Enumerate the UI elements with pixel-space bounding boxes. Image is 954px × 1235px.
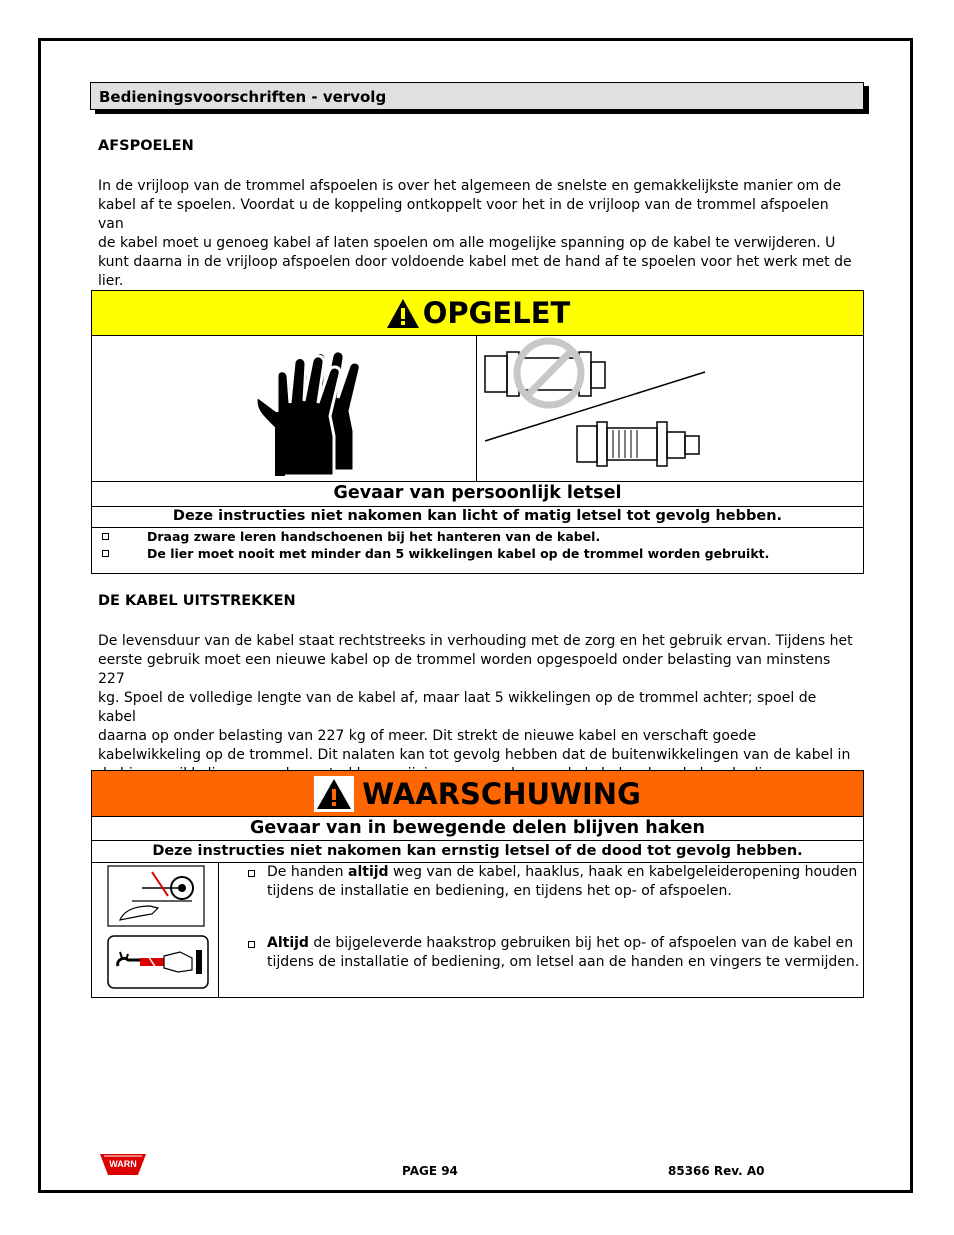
winch-pictogram-cell xyxy=(477,336,863,481)
afspoelen-line: de kabel moet u genoeg kabel af laten spoelen om alle mogelijke spanning op de kabel te verwijderen. U xyxy=(98,235,836,251)
afspoelen-line: kabel af te spoelen. Voordat u de koppeling ontkoppelt voor het in de vrijloop van de trommel afspoelen van xyxy=(98,197,829,232)
section-title-bar xyxy=(90,82,864,110)
document-revision: 85366 Rev. A0 xyxy=(668,1164,765,1178)
warning-list-item: Altijd de bijgeleverde haakstrop gebruiken bij het op- of afspoelen van de kabel en tijdens de installatie of bediening, om letsel aan de handen en vingers te vermijden. xyxy=(248,934,860,972)
afspoelen-paragraph xyxy=(98,177,858,291)
page-number: PAGE 94 xyxy=(402,1164,458,1178)
checkbox-bullet-icon xyxy=(102,533,109,540)
uitstrekken-line: De levensduur van de kabel staat rechtstreeks in verhouding met de zorg en het gebruik ervan. Tijdens het xyxy=(98,633,853,649)
gloves-pictogram-cell xyxy=(92,336,477,481)
caution-hazard-title: Gevaar van persoonlijk letsel xyxy=(92,481,863,507)
uitstrekken-line: kabelwikkeling op de trommel. Dit nalaten kan tot gevolg hebben dat de buitenwikkelingen van de kabel in xyxy=(98,747,851,763)
warning-triangle-icon xyxy=(314,776,354,812)
afspoelen-line: kunt daarna in de vrijloop afspoelen door voldoende kabel met de hand af te spoelen voor het werk met de xyxy=(98,254,852,270)
winch-wraps-icon xyxy=(477,336,863,481)
uitstrekken-paragraph xyxy=(98,632,858,784)
afspoelen-line: In de vrijloop van de trommel afspoelen is over het algemeen de snelste en gemakkelijkste manier om de xyxy=(98,178,842,194)
hands-away-from-cable-icon xyxy=(92,862,218,997)
afspoelen-heading: AFSPOELEN xyxy=(98,138,194,154)
svg-text:WARN: WARN xyxy=(109,1159,137,1169)
caution-header xyxy=(92,291,863,336)
warning-consequence: Deze instructies niet nakomen kan ernstig letsel of de dood tot gevolg hebben. xyxy=(92,841,863,863)
warning-signal-word: WAARSCHUWING xyxy=(362,776,641,811)
afspoelen-line: lier. xyxy=(98,273,124,289)
uitstrekken-line: kg. Spoel de volledige lengte van de kabel af, maar laat 5 wikkelingen op de trommel achter; spoel de kabel xyxy=(98,690,817,725)
checkbox-bullet-icon xyxy=(248,941,255,948)
caution-signal-word: OPGELET xyxy=(422,296,571,330)
gloves-icon xyxy=(92,336,476,481)
uitstrekken-line: eerste gebruik moet een nieuwe kabel op de trommel worden opgespoeld onder belasting van minstens 227 xyxy=(98,652,831,687)
uitstrekken-heading: DE KABEL UITSTREKKEN xyxy=(98,593,296,609)
caution-list-item: Draag zware leren handschoenen bij het hanteren van de kabel. xyxy=(102,529,600,544)
checkbox-bullet-icon xyxy=(102,550,109,557)
warning-pictogram-cell xyxy=(92,862,219,997)
warn-logo xyxy=(98,1152,148,1181)
caution-list-item: De lier moet nooit met minder dan 5 wikkelingen kabel op de trommel worden gebruikt. xyxy=(102,546,769,561)
checkbox-bullet-icon xyxy=(248,870,255,877)
warning-header xyxy=(92,771,863,817)
warning-triangle-icon xyxy=(385,297,421,330)
warn-logo-icon xyxy=(98,1152,148,1177)
uitstrekken-line: daarna op onder belasting van 227 kg of meer. Dit strekt de nieuwe kabel en verschaft goede xyxy=(98,728,757,744)
warning-list-item: De handen altijd weg van de kabel, haaklus, haak en kabelgeleideropening houden tijdens de installatie en bediening, en tijdens het op- of afspoelen. xyxy=(248,863,860,901)
caution-consequence: Deze instructies niet nakomen kan licht of matig letsel tot gevolg hebben. xyxy=(92,506,863,528)
section-title: Bedieningsvoorschriften - vervolg xyxy=(99,88,387,106)
warning-hazard-title: Gevaar van in bewegende delen blijven haken xyxy=(92,816,863,841)
